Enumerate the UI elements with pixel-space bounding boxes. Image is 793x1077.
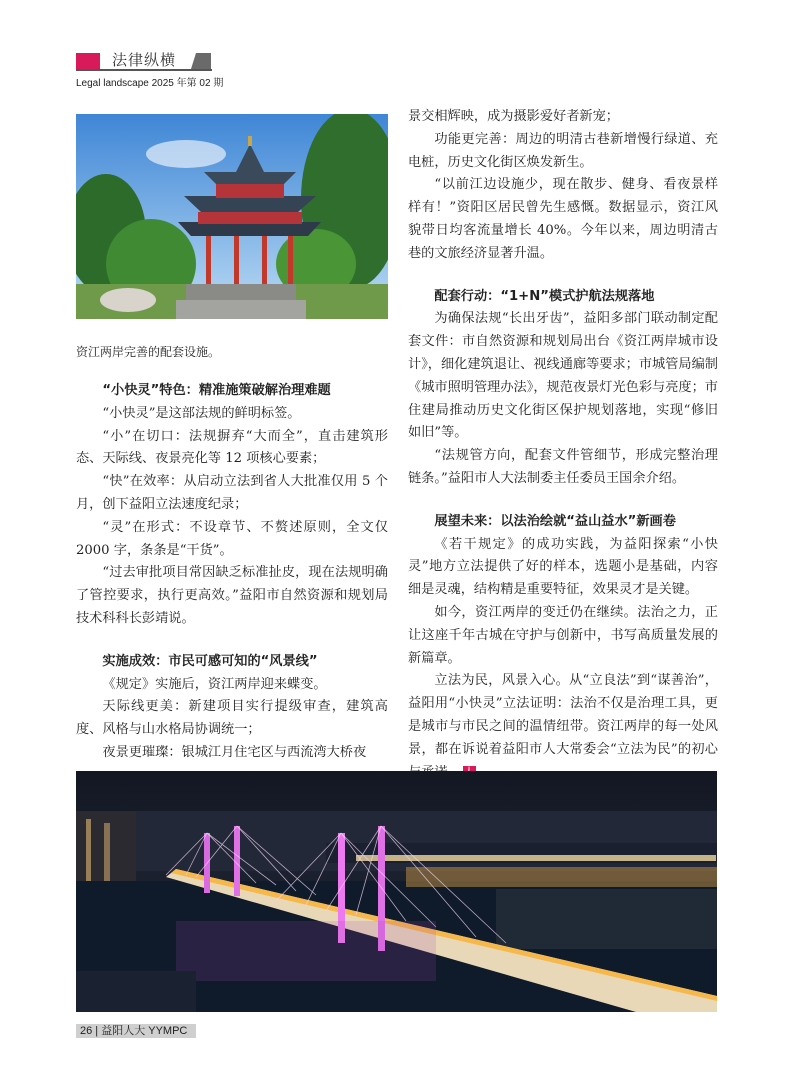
paragraph-text: “小”在切口：法规摒弃“大而全”，直击建筑形态、天际线、夜景亮化等 12 项核心要素； [76, 428, 388, 467]
paragraph-text: “快”在效率：从启动立法到省人大批准仅用 5 个月，创下益阳立法速度纪录； [76, 474, 388, 512]
body-paragraph [408, 174, 718, 265]
body-paragraph [76, 403, 388, 426]
photo-caption: 资江两岸完善的配套设施。 [76, 345, 221, 359]
body-paragraph [76, 517, 388, 563]
body-paragraph [408, 129, 718, 175]
paragraph-text: 天际线更美：新建项目实行提级审查，建筑高度、风格与山水格局协调统一； [76, 699, 388, 738]
header-rule [76, 69, 212, 71]
paragraph-text: 如今，资江两岸的变迁仍在继续。法治之力，正让这座千年古城在守护与创新中，书写高质量发展的新篇章。 [408, 604, 718, 666]
paragraph-gap [76, 631, 388, 651]
paragraph-text: “灵”在形式：不设章节、不赘述原则，全文仅 2000 字，条条是“干货”。 [76, 519, 388, 558]
body-paragraph [76, 742, 388, 765]
paragraph-text: 《若干规定》的成功实践，为益阳探索“小快灵”地方立法提供了好的样本，选题小是基础，内容细是灵魂，结构精是重要特征，效果灵才是关键。 [408, 536, 718, 598]
header-color-bar [76, 53, 100, 69]
paragraph-gap [408, 491, 718, 511]
night-bridge-photo [76, 771, 717, 1012]
body-paragraph [76, 562, 388, 630]
paragraph-text: 夜景更璀璨：银城江月住宅区与西流湾大桥夜 [102, 744, 367, 760]
page-footer: 26 | 益阳人大 YYMPC [80, 1025, 188, 1037]
body-paragraph [76, 674, 388, 697]
paragraph-text: 立法为民，风景入心。从“立良法”到“谋善治”，益阳用“小快灵”立法证明：法治不仅是治理工具，更是城市与市民之间的温情纽带。资江两岸的每一处风景，都在诉说着益阳市人大常委会“立法为民”的初心 [408, 673, 718, 757]
paragraph-text: “小快灵”特色：精准施策破解治理难题 [102, 383, 331, 398]
paragraph-text: 为确保法规“长出牙齿”，益阳多部门联动制定配套文件：市自然资源和规划局出台《资江两岸城市设计》，细化建筑退让、视线通廊等要求；市城管局编制《城市照明管理办法》，规范夜景灯光色彩与亮度；市住建局推动历史文化街区保护规划落地，实现“修旧如旧”等。 [408, 311, 718, 441]
body-paragraph [408, 106, 718, 129]
body-paragraph [76, 426, 388, 472]
left-column [76, 380, 388, 765]
right-column [408, 106, 718, 784]
paragraph-text: 展望未来：以法治绘就“益山益水”新画卷 [434, 513, 676, 529]
body-paragraph [76, 696, 388, 742]
body-paragraph [408, 308, 718, 445]
paragraph-text: 实施成效：市民可感可知的“风景线” [102, 653, 318, 669]
body-paragraph [76, 471, 388, 517]
paragraph-text: “法规管方向，配套文件管细节，形成完整治理链条。”益阳市人大法制委主任委员王国余介绍。 [408, 448, 718, 486]
body-paragraph [408, 670, 718, 784]
paragraph-text: “小快灵”是这部法规的鲜明标签。 [102, 405, 301, 421]
section-heading [408, 511, 718, 534]
body-paragraph [408, 602, 718, 670]
paragraph-text: 《规定》实施后，资江两岸迎来蝶变。 [102, 676, 327, 692]
paragraph-text: 配套行动：“1+N”模式护航法规落地 [434, 288, 655, 304]
issue-line: Legal landscape 2025 年第 02 期 [76, 78, 224, 89]
section-heading [76, 651, 388, 674]
section-title: 法律纵横 [112, 51, 177, 69]
paragraph-text: 功能更完善：周边的明清古巷新增慢行绿道、充电桩，历史文化街区焕发新生。 [408, 131, 718, 170]
paragraph-gap [408, 266, 718, 286]
section-heading [76, 380, 388, 403]
paragraph-text: “过去审批项目常因缺乏标准扯皮，现在法规明确了管控要求，执行更高效。”益阳市自然资源和规划局技术科科长彭靖说。 [76, 565, 388, 626]
section-heading [408, 286, 718, 309]
paragraph-text: 景交相辉映，成为摄影爱好者新宠； [408, 109, 619, 124]
pavilion-photo [76, 114, 388, 319]
header-tab-decoration [191, 53, 211, 69]
paragraph-text: “以前江边设施少，现在散步、健身、看夜景样样有！”资阳区居民曾先生感慨。数据显示，资江风貌带日均客流量增长 40%。今年以来，周边明清古巷的文旅经济显著升温。 [408, 177, 718, 261]
body-paragraph [408, 445, 718, 491]
body-paragraph [408, 534, 718, 602]
